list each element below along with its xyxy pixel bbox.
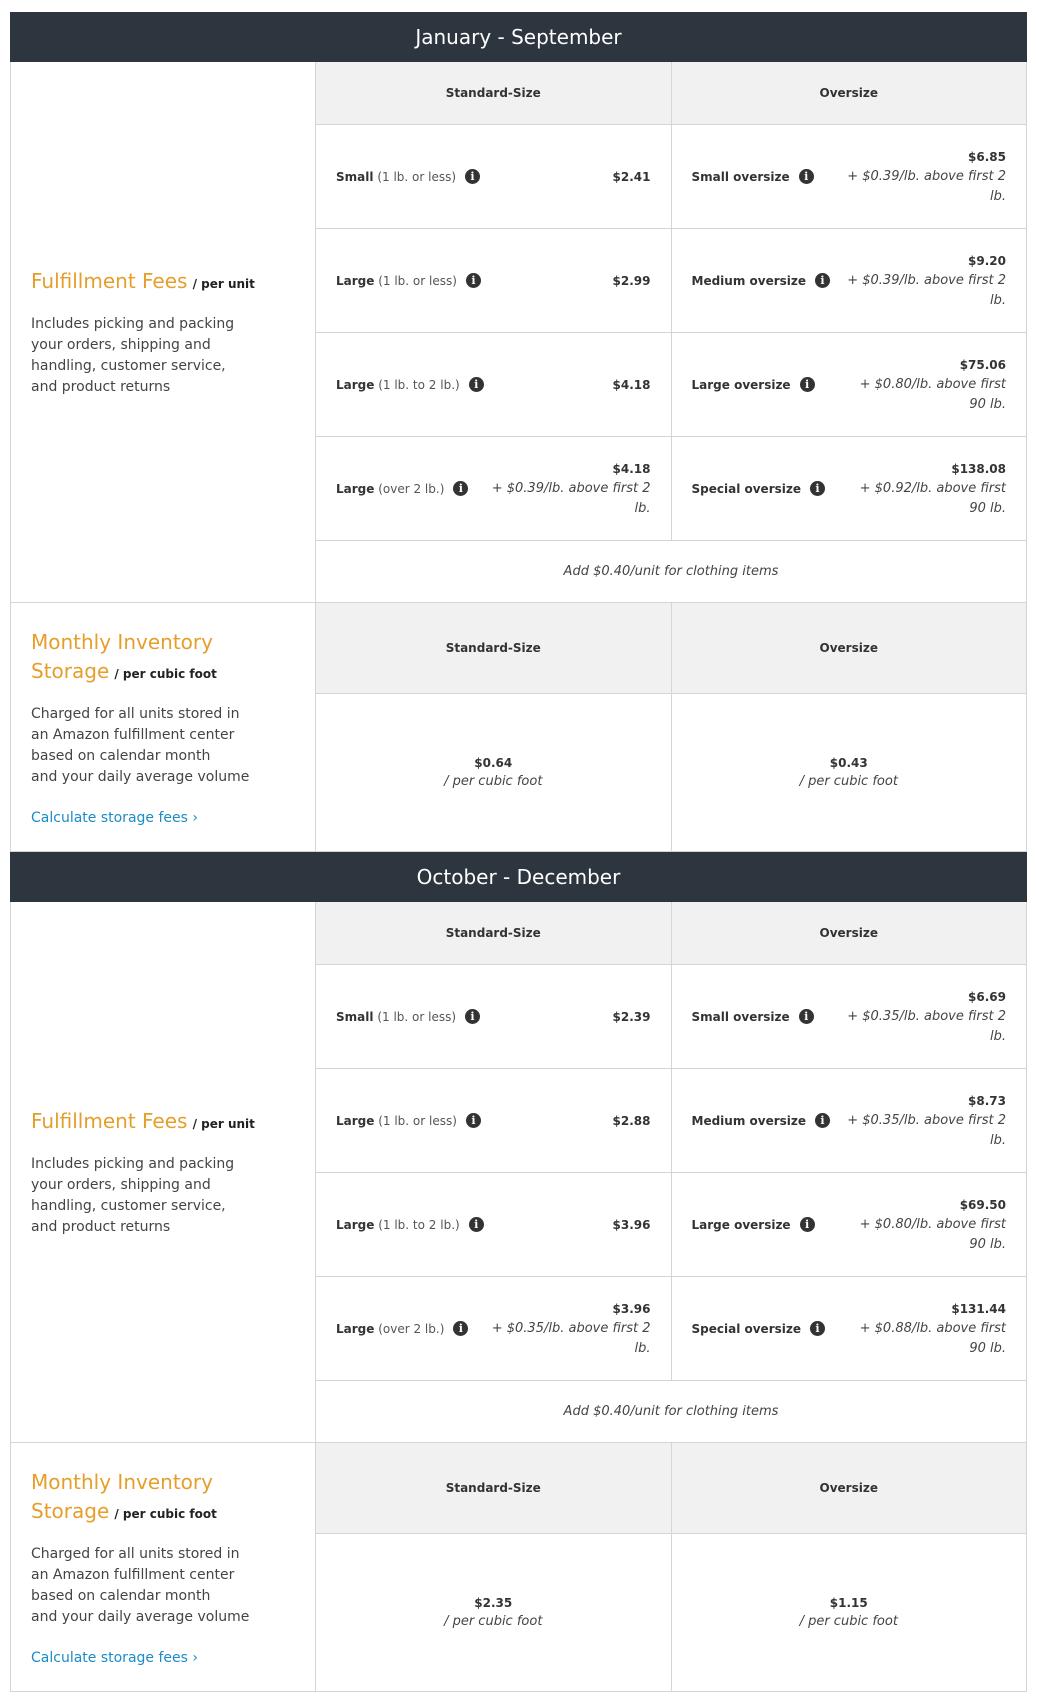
fee-row [316, 1173, 1026, 1277]
info-icon[interactable]: i [453, 481, 468, 496]
standard-fee-cell [316, 333, 671, 436]
storage-price: $0.64 [474, 756, 513, 770]
tier-name: Medium oversize [691, 273, 807, 288]
fee-price: $2.88 [612, 1113, 651, 1128]
column-header-standard: Standard-Size [445, 641, 541, 655]
standard-fee-cell [316, 125, 671, 228]
desc-line: your orders, shipping and [31, 1176, 211, 1193]
unit-label: / per cubic foot [114, 667, 217, 681]
storage-unit: / per cubic foot [444, 774, 543, 789]
tier-weight-note: (over 2 lb.) [378, 481, 445, 496]
standard-tier-label [336, 1321, 468, 1336]
desc-line: and your daily average volume [31, 1609, 250, 1625]
desc-line: Includes picking and packing [31, 315, 235, 332]
desc-line: and product returns [31, 1218, 171, 1235]
oversize-fee-value [846, 251, 1006, 311]
desc-line: your orders, shipping and [31, 336, 211, 353]
fee-row [316, 1277, 1026, 1381]
standard-storage-cell [316, 1534, 671, 1691]
tier-name: Small oversize [691, 1009, 790, 1024]
tier-weight-note: (1 lb. or less) [377, 169, 457, 184]
fee-price: $2.99 [612, 273, 651, 288]
tier-name: Large oversize [691, 1217, 791, 1232]
fee-price: $2.39 [612, 1009, 651, 1024]
period-header [10, 12, 1027, 62]
storage-fees-row [11, 603, 1026, 851]
unit-label: / per unit [192, 276, 255, 291]
tier-weight-note: (1 lb. or less) [378, 1113, 457, 1128]
storage-fees-info [11, 603, 316, 851]
info-icon[interactable]: i [800, 377, 815, 392]
desc-line: and product returns [31, 378, 171, 395]
oversize-fee-cell [671, 333, 1027, 436]
column-header-standard: Standard-Size [445, 926, 541, 940]
fee-price: $4.18 [612, 461, 651, 476]
fee-price: $75.06 [959, 357, 1006, 372]
tier-weight-note: (1 lb. or less) [377, 1009, 457, 1024]
fulfillment-fees-info [11, 902, 316, 1442]
info-icon[interactable]: i [799, 169, 814, 184]
standard-fee-value [491, 271, 651, 291]
period-section [10, 902, 1027, 1692]
unit-label: / per cubic foot [114, 1507, 217, 1521]
fee-row [316, 333, 1026, 437]
tier-weight-note: (over 2 lb.) [378, 1321, 445, 1336]
period-title: October - December [416, 865, 621, 889]
oversize-fee-value [846, 459, 1006, 519]
oversize-tier-label [692, 377, 815, 392]
standard-fee-value [491, 1111, 651, 1131]
info-icon[interactable]: i [799, 1009, 814, 1024]
section-title-line: Monthly Inventory [31, 1470, 213, 1494]
fee-extra: + $0.35/lb. above first 2 lb. [847, 1112, 1006, 1148]
fee-tables [10, 12, 1027, 1692]
fee-extra: + $0.88/lb. above first 90 lb. [859, 1320, 1006, 1356]
section-title: Fulfillment Fees [31, 1108, 188, 1133]
desc-line: handling, customer service, [31, 1197, 226, 1214]
storage-price: $2.35 [474, 1596, 513, 1610]
fulfillment-fees-table [316, 902, 1026, 1442]
column-header-oversize: Oversize [671, 1443, 1027, 1533]
desc-line: handling, customer service, [31, 357, 226, 374]
oversize-storage-cell [671, 1534, 1027, 1691]
oversize-tier-label [692, 1321, 826, 1336]
standard-fee-value [491, 459, 651, 519]
fee-price: $4.18 [612, 377, 651, 392]
info-icon[interactable]: i [815, 1113, 830, 1128]
fee-extra: + $0.35/lb. above first 2 lb. [491, 1320, 651, 1356]
section-title-line: Storage [31, 659, 110, 683]
fee-price: $2.41 [612, 169, 651, 184]
tier-weight-note: (1 lb. or less) [378, 273, 457, 288]
fee-price: $3.96 [612, 1217, 651, 1232]
fee-price: $8.73 [968, 1093, 1006, 1108]
oversize-tier-label [692, 1113, 831, 1128]
standard-tier-label [336, 1113, 481, 1128]
tier-name: Large [336, 1113, 375, 1128]
standard-fee-value [491, 1299, 651, 1359]
desc-line: an Amazon fulfillment center [31, 727, 235, 743]
info-icon[interactable]: i [815, 273, 830, 288]
oversize-fee-value [846, 1299, 1006, 1359]
fee-extra: + $0.39/lb. above first 2 lb. [491, 480, 651, 516]
tier-name: Large [336, 481, 375, 496]
table-header [316, 902, 1026, 965]
fee-extra: + $0.39/lb. above first 2 lb. [847, 168, 1006, 204]
standard-fee-value [491, 1007, 651, 1027]
fee-row [316, 437, 1026, 541]
standard-fee-value [491, 1215, 651, 1235]
oversize-tier-label [692, 169, 814, 184]
oversize-fee-value [846, 355, 1006, 415]
standard-fee-cell [316, 229, 671, 332]
storage-fees-info [11, 1443, 316, 1691]
fee-price: $6.85 [968, 149, 1006, 164]
info-icon[interactable]: i [466, 1113, 481, 1128]
fulfillment-fees-info [11, 62, 316, 602]
fee-row [316, 965, 1026, 1069]
info-icon[interactable]: i [800, 1217, 815, 1232]
column-header-standard: Standard-Size [445, 1481, 541, 1495]
storage-price: $1.15 [829, 1596, 868, 1610]
desc-line: Charged for all units stored in [31, 1546, 240, 1562]
oversize-fee-cell [671, 229, 1027, 332]
fee-row [316, 125, 1026, 229]
storage-fees-table [316, 603, 1026, 851]
storage-unit: / per cubic foot [444, 1614, 543, 1629]
fulfillment-fees-row [11, 62, 1026, 603]
section-title-line: Storage [31, 1499, 110, 1523]
desc-line: an Amazon fulfillment center [31, 1567, 235, 1583]
unit-label: / per unit [192, 1116, 255, 1131]
info-icon[interactable]: i [469, 1217, 484, 1232]
storage-price: $0.43 [829, 756, 868, 770]
oversize-fee-value [846, 987, 1006, 1047]
info-icon[interactable]: i [453, 1321, 468, 1336]
oversize-fee-cell [671, 1277, 1027, 1380]
column-header-oversize: Oversize [671, 603, 1027, 693]
section-title: Fulfillment Fees [31, 268, 188, 293]
section-description [31, 704, 295, 788]
desc-line: based on calendar month [31, 1588, 211, 1604]
storage-price-row [316, 1534, 1026, 1691]
oversize-fee-value [846, 147, 1006, 207]
calculate-storage-fees-link[interactable]: Calculate storage fees › [31, 810, 198, 826]
fee-extra: + $0.80/lb. above first 90 lb. [859, 1216, 1006, 1252]
standard-fee-cell [316, 965, 671, 1068]
fee-price: $3.96 [612, 1301, 651, 1316]
standard-fee-cell [316, 437, 671, 540]
oversize-tier-label [692, 1009, 814, 1024]
tier-name: Large oversize [691, 377, 791, 392]
fee-price: $9.20 [968, 253, 1006, 268]
info-icon[interactable]: i [465, 1009, 480, 1024]
oversize-tier-label [692, 273, 831, 288]
info-icon[interactable]: i [465, 169, 480, 184]
standard-tier-label [336, 481, 468, 496]
clothing-note: Add $0.40/unit for clothing items [563, 1404, 779, 1419]
fee-row [316, 229, 1026, 333]
tier-name: Large [336, 1217, 375, 1232]
oversize-fee-value [846, 1195, 1006, 1255]
oversize-fee-cell [671, 1173, 1027, 1276]
standard-fee-cell [316, 1173, 671, 1276]
oversize-fee-cell [671, 965, 1027, 1068]
standard-tier-label [336, 377, 484, 392]
tier-name: Small [336, 1009, 374, 1024]
fee-price: $138.08 [951, 461, 1006, 476]
fee-price: $131.44 [951, 1301, 1006, 1316]
tier-name: Large [336, 1321, 375, 1336]
tier-name: Small [336, 169, 374, 184]
info-icon[interactable]: i [810, 481, 825, 496]
desc-line: based on calendar month [31, 748, 211, 764]
tier-weight-note: (1 lb. to 2 lb.) [378, 377, 460, 392]
desc-line: Includes picking and packing [31, 1155, 235, 1172]
info-icon[interactable]: i [810, 1321, 825, 1336]
standard-tier-label [336, 273, 481, 288]
clothing-note: Add $0.40/unit for clothing items [563, 564, 779, 579]
section-description [31, 1544, 295, 1628]
storage-price-row [316, 694, 1026, 851]
oversize-tier-label [692, 1217, 815, 1232]
calculate-storage-fees-link[interactable]: Calculate storage fees › [31, 1650, 198, 1666]
info-icon[interactable]: i [469, 377, 484, 392]
desc-line: and your daily average volume [31, 769, 250, 785]
storage-unit: / per cubic foot [799, 774, 898, 789]
storage-fees-table [316, 1443, 1026, 1691]
standard-fee-cell [316, 1277, 671, 1380]
desc-line: Charged for all units stored in [31, 706, 240, 722]
standard-fee-value [491, 375, 651, 395]
tier-name: Large [336, 377, 375, 392]
tier-weight-note: (1 lb. to 2 lb.) [378, 1217, 460, 1232]
tier-name: Special oversize [691, 481, 801, 496]
standard-fee-value [491, 167, 651, 187]
standard-tier-label [336, 1009, 480, 1024]
period-section [10, 62, 1027, 852]
fulfillment-fees-table [316, 62, 1026, 602]
period-title: January - September [415, 25, 622, 49]
column-header-oversize: Oversize [671, 902, 1027, 964]
fee-extra: + $0.80/lb. above first 90 lb. [859, 376, 1006, 412]
fee-price: $6.69 [968, 989, 1006, 1004]
oversize-storage-cell [671, 694, 1027, 851]
oversize-tier-label [692, 481, 826, 496]
storage-fees-row [11, 1443, 1026, 1691]
oversize-fee-cell [671, 125, 1027, 228]
oversize-fee-value [846, 1091, 1006, 1151]
fee-extra: + $0.39/lb. above first 2 lb. [847, 272, 1006, 308]
table-header [316, 1443, 1026, 1534]
table-header [316, 603, 1026, 694]
fee-row [316, 1069, 1026, 1173]
period-header [10, 852, 1027, 902]
fulfillment-fees-row [11, 902, 1026, 1443]
fee-extra: + $0.92/lb. above first 90 lb. [859, 480, 1006, 516]
oversize-fee-cell [671, 437, 1027, 540]
tier-name: Medium oversize [691, 1113, 807, 1128]
column-header-standard: Standard-Size [445, 86, 541, 100]
info-icon[interactable]: i [466, 273, 481, 288]
tier-name: Special oversize [691, 1321, 801, 1336]
standard-tier-label [336, 169, 480, 184]
column-header-oversize: Oversize [671, 62, 1027, 124]
table-header [316, 62, 1026, 125]
section-description [31, 1154, 295, 1238]
tier-name: Large [336, 273, 375, 288]
section-title-line: Monthly Inventory [31, 630, 213, 654]
storage-unit: / per cubic foot [799, 1614, 898, 1629]
oversize-fee-cell [671, 1069, 1027, 1172]
fee-price: $69.50 [959, 1197, 1006, 1212]
tier-name: Small oversize [691, 169, 790, 184]
standard-tier-label [336, 1217, 484, 1232]
standard-fee-cell [316, 1069, 671, 1172]
standard-storage-cell [316, 694, 671, 851]
section-description [31, 314, 295, 398]
fee-extra: + $0.35/lb. above first 2 lb. [847, 1008, 1006, 1044]
